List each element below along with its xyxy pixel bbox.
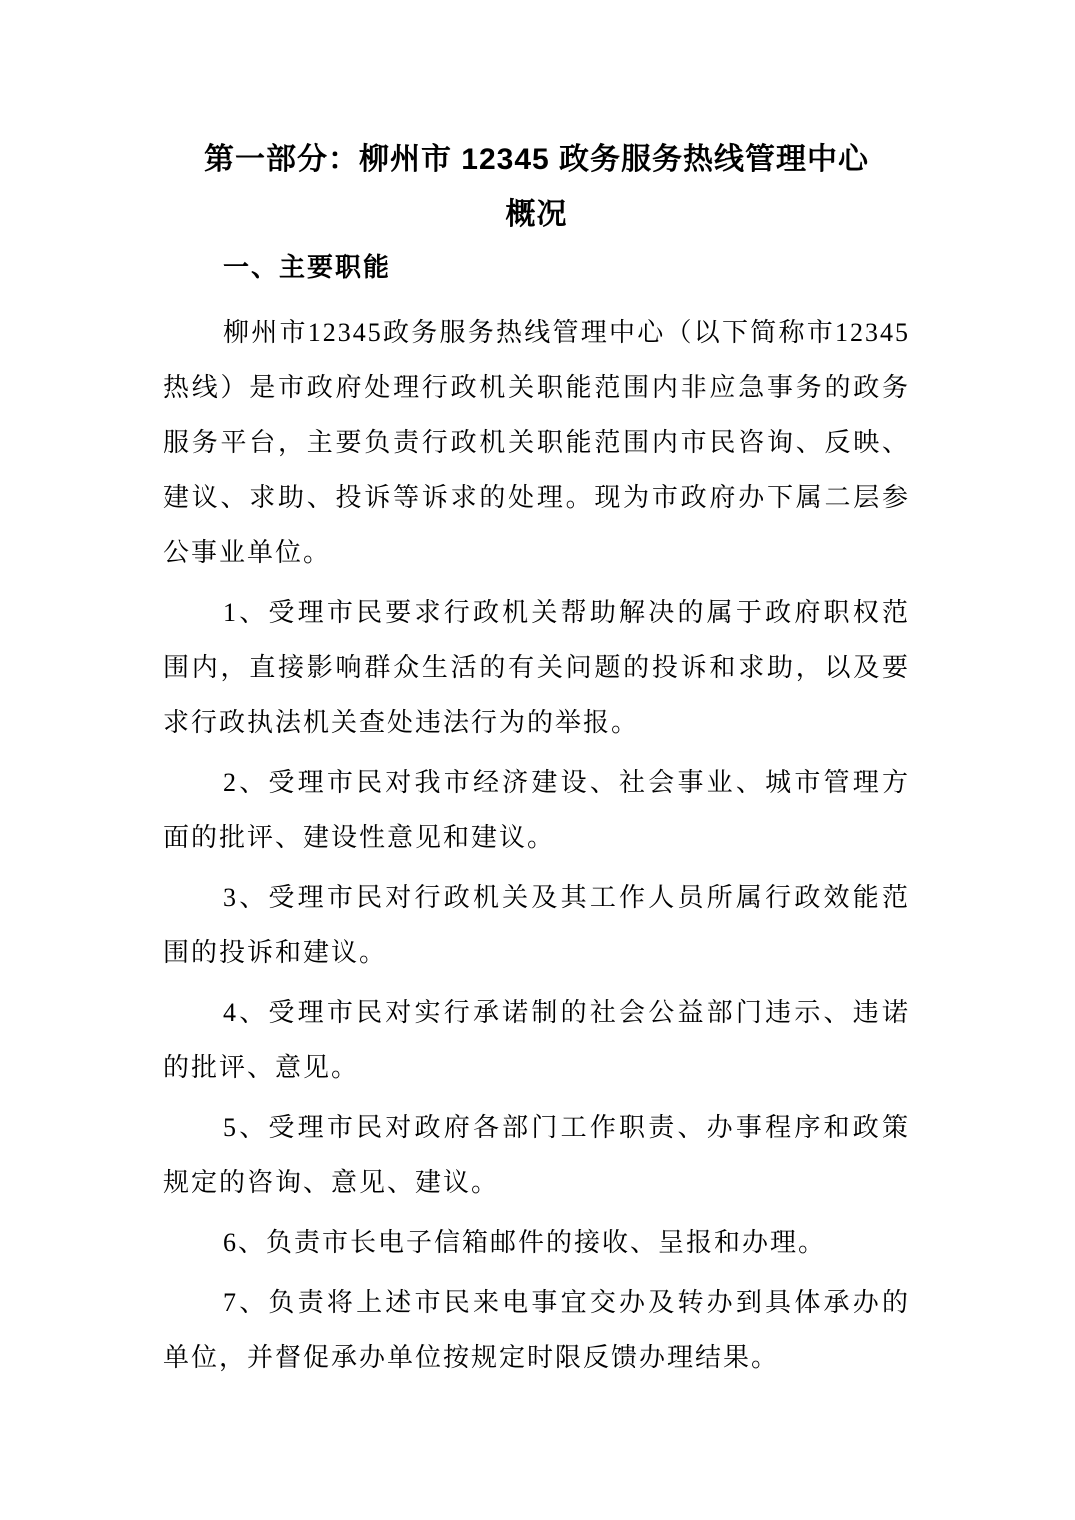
list-item-7 [163,1275,910,1385]
text-line: 5、受理市民对政府各部门工作职责、办事程序和政策 [223,1113,910,1142]
text-line: 建议、求助、投诉等诉求的处理。现为市政府办下属二层参 [163,483,910,512]
list-item-4 [163,985,910,1095]
text-line: 4、受理市民对实行承诺制的社会公益部门违示、违诺 [223,998,910,1027]
document-title [163,132,910,242]
text-line: 服务平台，主要负责行政机关职能范围内市民咨询、反映、 [163,428,910,457]
text-line: 单位，并督促承办单位按规定时限反馈办理结果。 [163,1343,780,1372]
text-line: 面的批评、建设性意见和建议。 [163,823,556,852]
text-line: 1、受理市民要求行政机关帮助解决的属于政府职权范 [223,598,910,627]
text-line: 2、受理市民对我市经济建设、社会事业、城市管理方 [223,768,910,797]
list-item-5 [163,1100,910,1210]
text-line: 围内，直接影响群众生活的有关问题的投诉和求助，以及要 [163,653,910,682]
paragraph-intro [163,305,910,580]
text-line: 3、受理市民对行政机关及其工作人员所属行政效能范 [223,883,910,912]
list-item-1 [163,585,910,750]
text-line: 6、负责市长电子信箱邮件的接收、呈报和办理。 [223,1228,827,1257]
document-title-line-1: 第一部分：柳州市 12345 政务服务热线管理中心 [203,143,870,176]
document-title-line-2: 概况 [505,198,568,231]
text-line: 规定的咨询、意见、建议。 [163,1168,500,1197]
text-line: 公事业单位。 [163,538,332,567]
text-line: 热线）是市政府处理行政机关职能范围内非应急事务的政务 [163,373,910,402]
text-line: 围的投诉和建议。 [163,938,388,967]
section-heading: 一、主要职能 [223,252,392,282]
text-line: 求行政执法机关查处违法行为的举报。 [163,708,640,737]
text-line: 的批评、意见。 [163,1053,360,1082]
text-line: 柳州市12345政务服务热线管理中心（以下简称市12345 [223,318,910,347]
list-item-2 [163,755,910,865]
list-item-3 [163,870,910,980]
list-item-6 [163,1215,910,1270]
text-line: 7、负责将上述市民来电事宜交办及转办到具体承办的 [223,1288,910,1317]
